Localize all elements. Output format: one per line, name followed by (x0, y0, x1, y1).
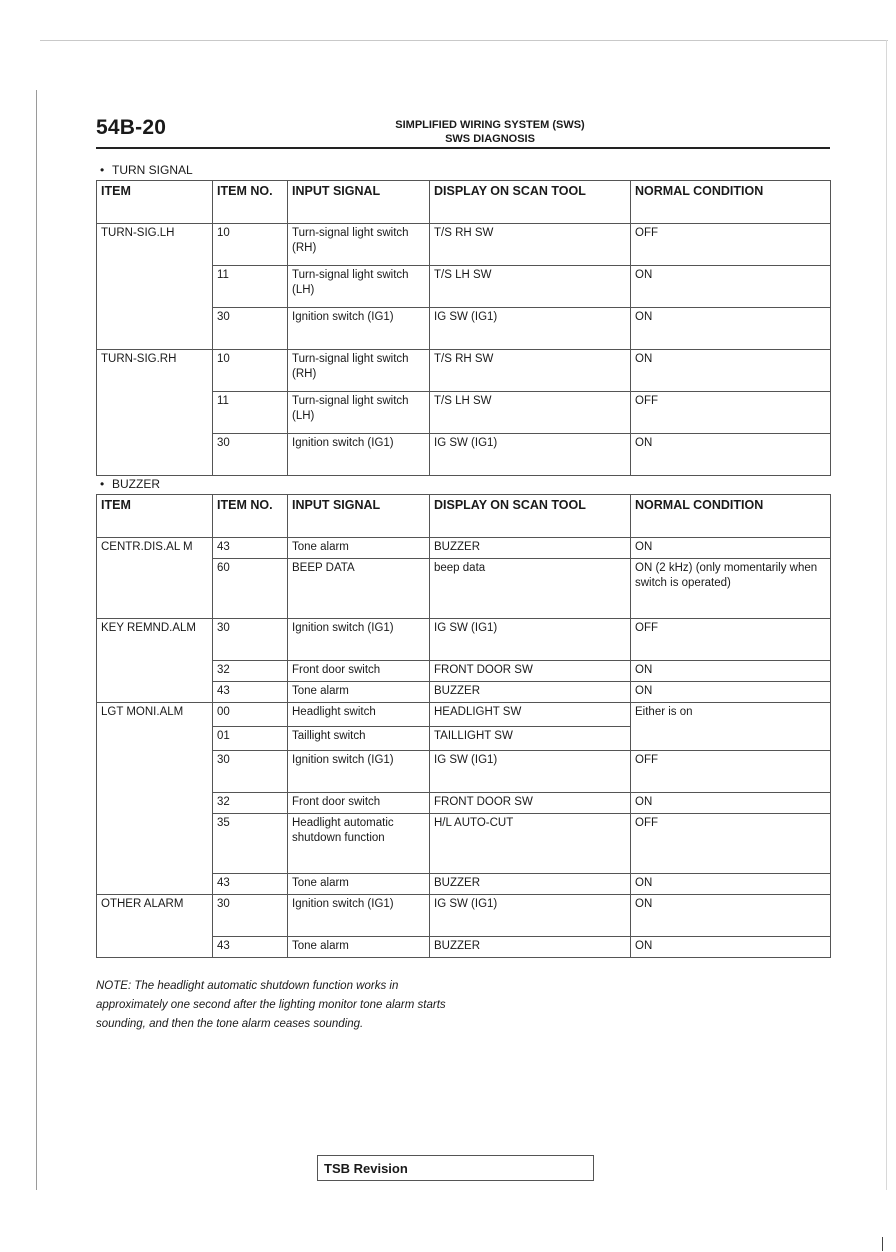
input-signal-cell: Ignition switch (IG1) (288, 619, 430, 661)
normal-condition-cell: ON (631, 350, 831, 392)
item-no-cell: 30 (213, 619, 288, 661)
input-signal-cell: Ignition switch (IG1) (288, 751, 430, 793)
item-no-cell: 43 (213, 538, 288, 559)
input-signal-cell: Tone alarm (288, 538, 430, 559)
col-normal-condition-header: NORMAL CONDITION (631, 181, 831, 224)
item-cell: TURN-SIG.RH (97, 350, 213, 476)
item-no-cell: 60 (213, 559, 288, 619)
item-no-cell: 32 (213, 793, 288, 814)
display-cell: H/L AUTO-CUT (430, 814, 631, 874)
table-header-row (97, 181, 831, 224)
display-cell: IG SW (IG1) (430, 751, 631, 793)
input-signal-cell: Front door switch (288, 793, 430, 814)
normal-condition-cell: ON (631, 308, 831, 350)
display-cell: BUZZER (430, 937, 631, 958)
input-signal-cell: Turn-signal light switch (LH) (288, 266, 430, 308)
input-signal-cell: BEEP DATA (288, 559, 430, 619)
input-signal-cell: Ignition switch (IG1) (288, 308, 430, 350)
item-no-cell: 43 (213, 874, 288, 895)
display-cell: beep data (430, 559, 631, 619)
item-no-cell: 30 (213, 895, 288, 937)
turn-signal-table (96, 180, 831, 476)
bullet-icon: • (100, 477, 105, 491)
item-cell: KEY REMND.ALM (97, 619, 213, 703)
col-item-no-header: ITEM NO. (213, 495, 288, 538)
table-row (97, 538, 831, 559)
table-row (97, 224, 831, 266)
top-divider (40, 40, 888, 41)
display-cell: IG SW (IG1) (430, 895, 631, 937)
input-signal-cell: Front door switch (288, 661, 430, 682)
normal-condition-cell: ON (631, 793, 831, 814)
col-item-no-header: ITEM NO. (213, 181, 288, 224)
col-input-signal-header: INPUT SIGNAL (288, 181, 430, 224)
table-header-row (97, 495, 831, 538)
input-signal-cell: Tone alarm (288, 874, 430, 895)
table-row (97, 619, 831, 661)
normal-condition-cell: OFF (631, 619, 831, 661)
item-no-cell: 10 (213, 224, 288, 266)
display-cell: IG SW (IG1) (430, 308, 631, 350)
item-no-cell: 43 (213, 682, 288, 703)
input-signal-cell: Turn-signal light switch (LH) (288, 392, 430, 434)
table-row (97, 703, 831, 727)
input-signal-cell: Headlight automatic shutdown function (288, 814, 430, 874)
item-no-cell: 30 (213, 751, 288, 793)
right-margin-rule (886, 40, 887, 1190)
normal-condition-cell: ON (2 kHz) (only momentarily when switch is operated) (631, 559, 831, 619)
normal-condition-cell: OFF (631, 224, 831, 266)
item-no-cell: 00 (213, 703, 288, 727)
normal-condition-cell: ON (631, 895, 831, 937)
input-signal-cell: Turn-signal light switch (RH) (288, 224, 430, 266)
display-cell: T/S LH SW (430, 266, 631, 308)
input-signal-cell: Headlight switch (288, 703, 430, 727)
item-cell: OTHER ALARM (97, 895, 213, 958)
normal-condition-cell: ON (631, 434, 831, 476)
display-cell: IG SW (IG1) (430, 619, 631, 661)
col-normal-condition-header: NORMAL CONDITION (631, 495, 831, 538)
col-item-header: ITEM (97, 181, 213, 224)
item-cell: CENTR.DIS.AL M (97, 538, 213, 619)
display-cell: BUZZER (430, 682, 631, 703)
display-cell: BUZZER (430, 874, 631, 895)
input-signal-cell: Taillight switch (288, 727, 430, 751)
page-header (330, 118, 650, 146)
turn-signal-section-title: • TURN SIGNAL (100, 163, 193, 177)
item-no-cell: 30 (213, 434, 288, 476)
normal-condition-cell: ON (631, 937, 831, 958)
item-no-cell: 30 (213, 308, 288, 350)
normal-condition-cell: OFF (631, 814, 831, 874)
normal-condition-cell: ON (631, 661, 831, 682)
table-row (97, 350, 831, 392)
corner-mark (882, 1237, 883, 1251)
normal-condition-cell: OFF (631, 751, 831, 793)
display-cell: FRONT DOOR SW (430, 661, 631, 682)
input-signal-cell: Tone alarm (288, 682, 430, 703)
display-cell: FRONT DOOR SW (430, 793, 631, 814)
item-no-cell: 35 (213, 814, 288, 874)
item-no-cell: 11 (213, 266, 288, 308)
header-subtitle: SWS DIAGNOSIS (445, 133, 535, 145)
item-cell: TURN-SIG.LH (97, 224, 213, 350)
item-no-cell: 10 (213, 350, 288, 392)
display-cell: T/S LH SW (430, 392, 631, 434)
display-cell: BUZZER (430, 538, 631, 559)
display-cell: IG SW (IG1) (430, 434, 631, 476)
normal-condition-cell: ON (631, 874, 831, 895)
normal-condition-cell: ON (631, 682, 831, 703)
input-signal-cell: Tone alarm (288, 937, 430, 958)
input-signal-cell: Turn-signal light switch (RH) (288, 350, 430, 392)
item-no-cell: 11 (213, 392, 288, 434)
page-number: 54B-20 (96, 116, 167, 139)
normal-condition-cell: ON (631, 538, 831, 559)
note-text: NOTE: The headlight automatic shutdown function works in approximately one second after the lighting monitor tone alarm starts sounding, and then the tone alarm ceases sounding. (96, 980, 446, 1030)
item-no-cell: 01 (213, 727, 288, 751)
input-signal-cell: Ignition switch (IG1) (288, 895, 430, 937)
normal-condition-cell: Either is on (631, 703, 831, 751)
col-item-header: ITEM (97, 495, 213, 538)
normal-condition-cell: OFF (631, 392, 831, 434)
display-cell: TAILLIGHT SW (430, 727, 631, 751)
display-cell: T/S RH SW (430, 224, 631, 266)
bullet-icon: • (100, 163, 105, 177)
left-margin-rule (36, 90, 37, 1190)
header-rule (96, 147, 830, 149)
buzzer-section-title: • BUZZER (100, 477, 160, 491)
col-display-header: DISPLAY ON SCAN TOOL (430, 181, 631, 224)
item-no-cell: 43 (213, 937, 288, 958)
buzzer-table (96, 494, 831, 958)
input-signal-cell: Ignition switch (IG1) (288, 434, 430, 476)
col-display-header: DISPLAY ON SCAN TOOL (430, 495, 631, 538)
item-cell: LGT MONI.ALM (97, 703, 213, 895)
header-title: SIMPLIFIED WIRING SYSTEM (SWS) (395, 119, 585, 131)
display-cell: T/S RH SW (430, 350, 631, 392)
normal-condition-cell: ON (631, 266, 831, 308)
item-no-cell: 32 (213, 661, 288, 682)
display-cell: HEADLIGHT SW (430, 703, 631, 727)
col-input-signal-header: INPUT SIGNAL (288, 495, 430, 538)
table-row (97, 895, 831, 937)
tsb-revision-box: TSB Revision (317, 1155, 594, 1181)
